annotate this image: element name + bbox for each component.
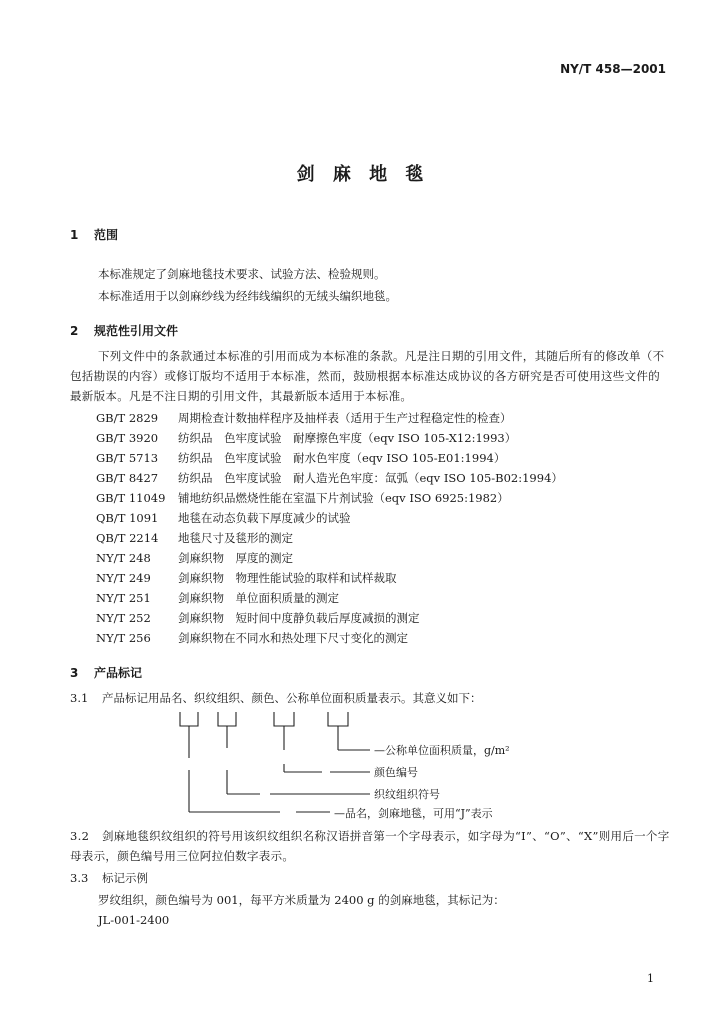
reference-title: 剑麻织物在不同水和热处理下尺寸变化的测定 [178, 631, 408, 645]
reference-code: GB/T 11049 [96, 491, 166, 505]
reference-title: 剑麻织物 物理性能试验的取样和试样裁取 [178, 571, 397, 585]
clause-text: 产品标记用品名、织纹组织、颜色、公称单位面积质量表示。其意义如下： [102, 691, 482, 705]
normative-reference-list [96, 408, 563, 648]
reference-code: NY/T 248 [96, 551, 151, 565]
reference-title: 纺织品 色牢度试验 耐水色牢度（eqv ISO 105-E01:1994） [178, 451, 506, 465]
bracket-product-name [180, 712, 198, 726]
document-title: 剑 麻 地 毯 [296, 164, 430, 185]
reference-item [96, 548, 563, 568]
section-number: 1 [70, 228, 79, 242]
s2-intro-paragraph: 下列文件中的条款通过本标准的引用而成为本标准的条款。凡是注日期的引用文件，其随后所有的修改单（不包括勘误的内容）或修订版均不适用于本标准，然而，鼓励根据本标准达成协议的各方研究是否可使用这些文件的最新版本。凡是不注日期的引用文件，其最新版本适用于本标准。 [70, 349, 665, 403]
reference-code: GB/T 5713 [96, 451, 159, 465]
bracket-weight [328, 712, 348, 726]
example-description: 罗纹组织，颜色编号为 001，每平方米质量为 2400 g 的剑麻地毯，其标记为： [98, 893, 505, 907]
clause-text: 剑麻地毯织纹组织的符号用该织纹组织名称汉语拼音第一个字母表示，如字母为“I”、“O”、“X”则用后一个字母表示，颜色编号用三位阿拉伯数字表示。 [70, 829, 670, 863]
reference-item [96, 568, 563, 588]
reference-title: 地毯尺寸及毯形的测定 [178, 531, 293, 545]
product-mark-diagram [170, 708, 590, 828]
reference-item [96, 408, 563, 428]
label-product-name: —品名，剑麻地毯，可用“J”表示 [334, 807, 493, 820]
reference-code: NY/T 249 [96, 571, 151, 585]
reference-item [96, 468, 563, 488]
s1-paragraph-1: 本标准规定了剑麻地毯技术要求、试验方法、检验规则。 [98, 267, 386, 281]
reference-item [96, 528, 563, 548]
clause-heading: 标记示例 [102, 871, 148, 885]
reference-code: QB/T 1091 [96, 511, 159, 525]
reference-title: 地毯在动态负载下厚度减少的试验 [178, 511, 351, 525]
section-1-heading [70, 226, 118, 243]
reference-title: 剑麻织物 短时间中度静负载后厚度减损的测定 [178, 611, 420, 625]
reference-item [96, 628, 563, 648]
section-number: 2 [70, 324, 79, 338]
standard-code: NY/T 458—2001 [560, 62, 666, 76]
clause-number: 3.2 [70, 829, 90, 843]
clause-number: 3.3 [70, 871, 89, 885]
reference-code: NY/T 251 [96, 591, 151, 605]
reference-item [96, 488, 563, 508]
s1-paragraph-2: 本标准适用于以剑麻纱线为经纬线编织的无绒头编织地毯。 [98, 289, 397, 303]
reference-code: GB/T 8427 [96, 471, 159, 485]
section-title: 产品标记 [94, 666, 143, 680]
label-color-number: 颜色编号 [374, 766, 418, 779]
reference-code: NY/T 256 [96, 631, 151, 645]
reference-item [96, 608, 563, 628]
clause-3-3 [70, 868, 148, 888]
reference-title: 铺地纺织品燃烧性能在室温下片剂试验（eqv ISO 6925:1982） [178, 491, 509, 505]
reference-title: 剑麻织物 厚度的测定 [178, 551, 293, 565]
reference-item [96, 588, 563, 608]
reference-item [96, 448, 563, 468]
example-mark: JL-001-2400 [98, 913, 170, 927]
bracket-color [274, 712, 294, 726]
clause-3-2 [70, 826, 670, 866]
label-weave-symbol: 织纹组织符号 [374, 788, 440, 801]
label-nominal-weight: —公称单位面积质量，g/m² [374, 744, 510, 757]
clause-number: 3.1 [70, 691, 89, 705]
reference-code: QB/T 2214 [96, 531, 159, 545]
reference-code: GB/T 2829 [96, 411, 159, 425]
section-3-heading [70, 664, 142, 681]
reference-title: 纺织品 色牢度试验 耐摩擦色牢度（eqv ISO 105-X12:1993） [178, 431, 517, 445]
clause-3-1 [70, 688, 482, 708]
reference-title: 周期检查计数抽样程序及抽样表（适用于生产过程稳定性的检查） [178, 411, 512, 425]
reference-item [96, 508, 563, 528]
reference-title: 纺织品 色牢度试验 耐人造光色牢度：氙弧（eqv ISO 105-B02:1994） [178, 471, 563, 485]
page-number: 1 [647, 972, 654, 985]
reference-title: 剑麻织物 单位面积质量的测定 [178, 591, 339, 605]
section-title: 规范性引用文件 [94, 324, 179, 338]
section-number: 3 [70, 666, 79, 680]
reference-code: GB/T 3920 [96, 431, 159, 445]
reference-code: NY/T 252 [96, 611, 151, 625]
bracket-weave [218, 712, 236, 726]
section-title: 范围 [94, 228, 119, 242]
section-2-heading [70, 322, 178, 339]
reference-item [96, 428, 563, 448]
